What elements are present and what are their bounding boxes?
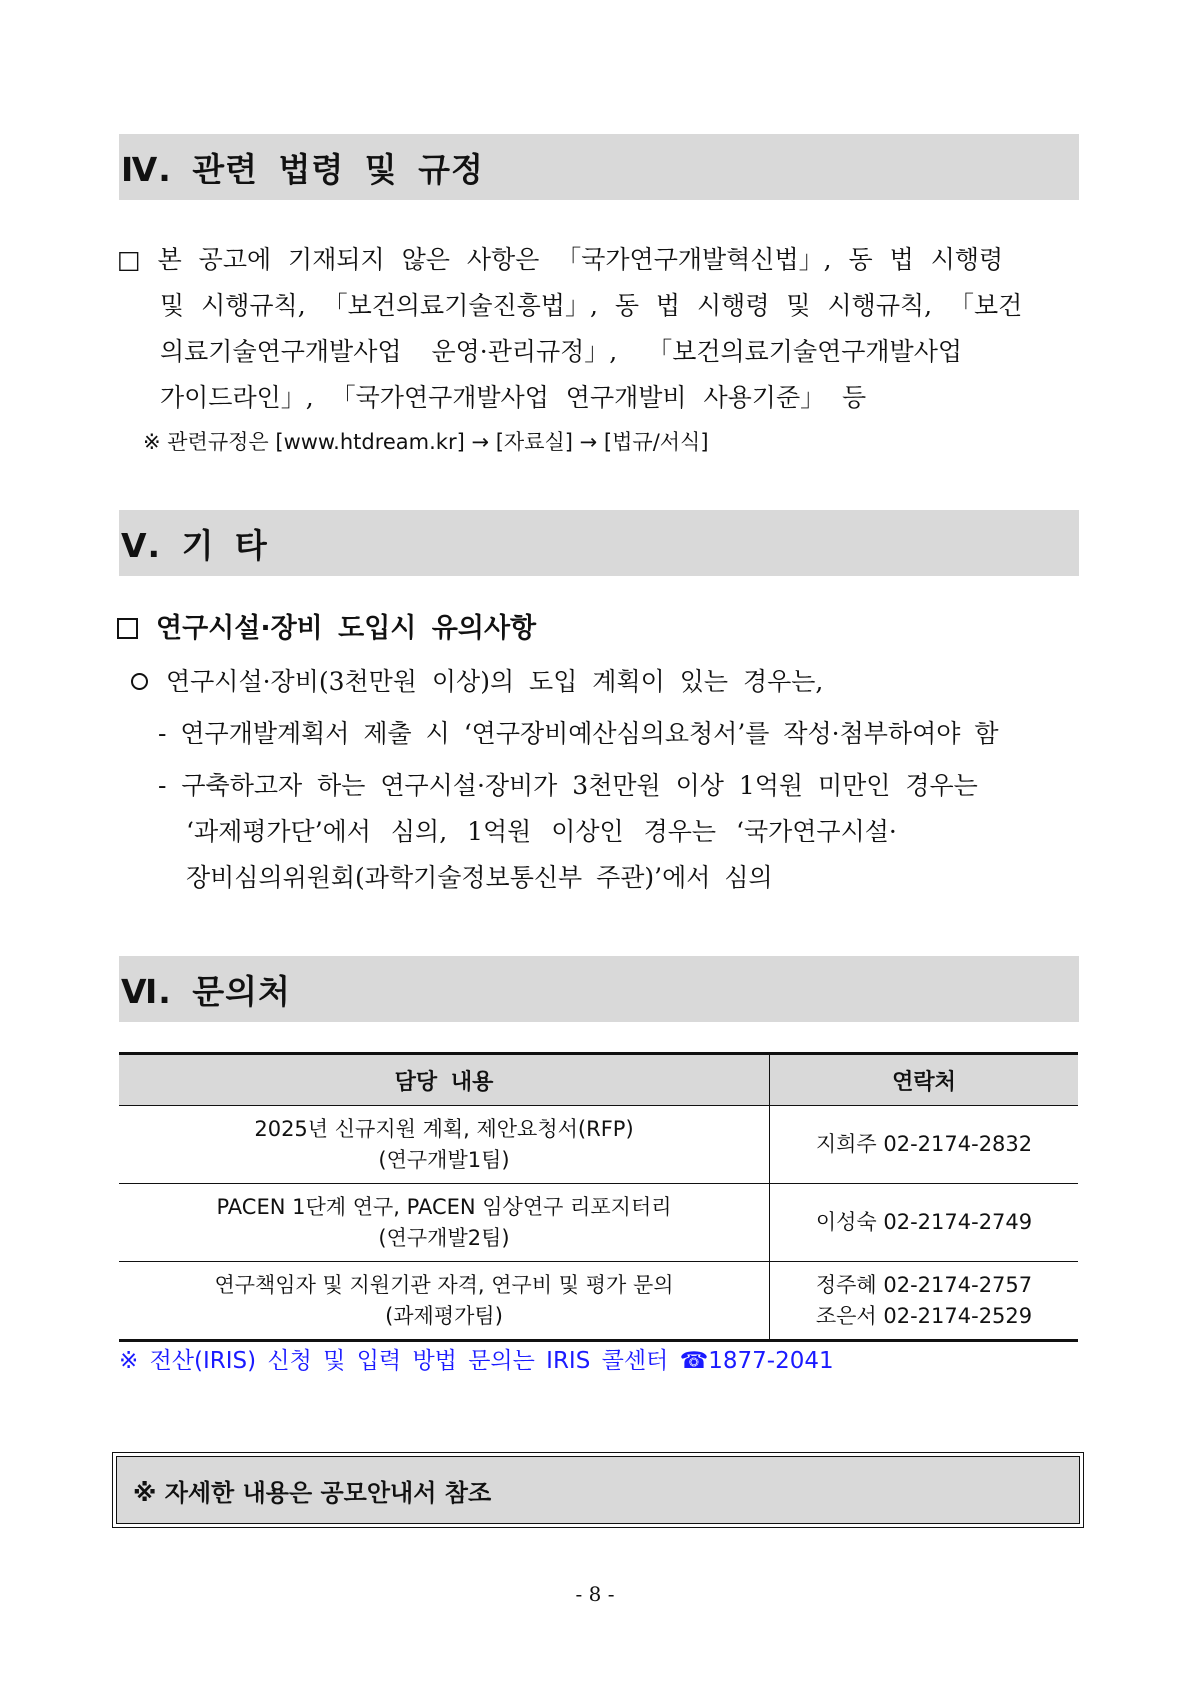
equipment-dash-1: - 연구개발계획서 제출 시 ‘연구장비예산심의요청서’를 작성·첨부하여야 함 [158,719,999,748]
content-line: 2025년 신규지원 계획, 제안요청서(RFP) [254,1116,634,1141]
paragraph-line-text: □ 본 공고에 기재되지 않은 사항은 「국가연구개발혁신법」, 동 법 시행령 [117,245,1004,274]
contact-line: 지희주 02-2174-2832 [815,1132,1033,1156]
table-cell-content [119,1262,770,1341]
table-cell-contact [770,1106,1079,1184]
contact-line: 이성숙 02-2174-2749 [815,1210,1033,1234]
table-cell-contact [770,1184,1079,1262]
table-cell-content [119,1184,770,1262]
section-4-title: Ⅳ. 관련 법령 및 규정 [121,149,484,189]
paragraph-line-text: 가이드라인」, 「국가연구개발사업 연구개발비 사용기준」 등 [160,383,867,412]
reference-box [112,1452,1084,1528]
equipment-dash-2-line-3: 장비심의위원회(과학기술정보통신부 주관)’에서 심의 [186,863,773,892]
equipment-bullet-text: 연구시설·장비(3천만원 이상)의 도입 계획이 있는 경우는, [166,667,824,696]
page-number: - 8 - [575,1582,615,1606]
section-4-paragraph-line-2 [160,286,1077,322]
table-cell-content [119,1106,770,1184]
table-cell-contact [770,1262,1079,1341]
section-4-paragraph-line-1 [117,240,1077,276]
table-header-row [119,1054,1078,1106]
equipment-bullet [131,662,823,698]
content-line: PACEN 1단계 연구, PACEN 임상연구 리포지터리 [216,1194,672,1219]
table-row [119,1106,1078,1184]
equipment-subheading [117,606,536,645]
table-row [119,1184,1078,1262]
section-5-title: Ⅴ. 기 타 [121,525,268,565]
section-4-paragraph-line-4 [160,378,1077,414]
table-row [119,1262,1078,1341]
regulations-note: ※ 관련규정은 [www.htdream.kr] → [자료실] → [법규/서식] [143,430,709,454]
equipment-dash-2-line-1: - 구축하고자 하는 연구시설·장비가 3천만원 이상 1억원 미만인 경우는 [158,771,978,800]
paragraph-line-text: 및 시행규칙, 「보건의료기술진흥법」, 동 법 시행령 및 시행규칙, 「보건 [160,291,1023,320]
contacts-table [119,1052,1078,1342]
contact-line: 정주혜 02-2174-2757 [815,1272,1033,1297]
team-line: (연구개발1팀) [378,1147,510,1172]
section-6-header [119,956,1079,1022]
content-line: 연구책임자 및 지원기관 자격, 연구비 및 평가 문의 [214,1272,674,1297]
equipment-subheading-text: 연구시설·장비 도입시 유의사항 [156,613,537,644]
reference-box-text: ※ 자세한 내용은 공모안내서 참조 [116,1456,1080,1524]
iris-callcenter-note: ※ 전산(IRIS) 신청 및 입력 방법 문의는 IRIS 콜센터 ☎1877-2041 [119,1348,834,1374]
team-line: (연구개발2팀) [378,1225,510,1250]
header-content: 담당 내용 [119,1054,770,1106]
circle-bullet-icon [131,673,148,690]
section-6-title: Ⅵ. 문의처 [121,971,291,1011]
section-4-paragraph-line-3 [160,332,1077,368]
contact-line: 조은서 02-2174-2529 [815,1303,1033,1328]
section-4-header [119,134,1079,200]
section-5-header [119,510,1079,576]
header-contact: 연락처 [770,1054,1079,1106]
team-line: (과제평가팀) [385,1303,503,1328]
equipment-dash-2-line-2: ‘과제평가단’에서 심의, 1억원 이상인 경우는 ‘국가연구시설· [186,817,897,846]
paragraph-line-text: 의료기술연구개발사업 운영·관리규정」, 「보건의료기술연구개발사업 [160,337,962,366]
checkbox-square-icon [117,618,138,639]
